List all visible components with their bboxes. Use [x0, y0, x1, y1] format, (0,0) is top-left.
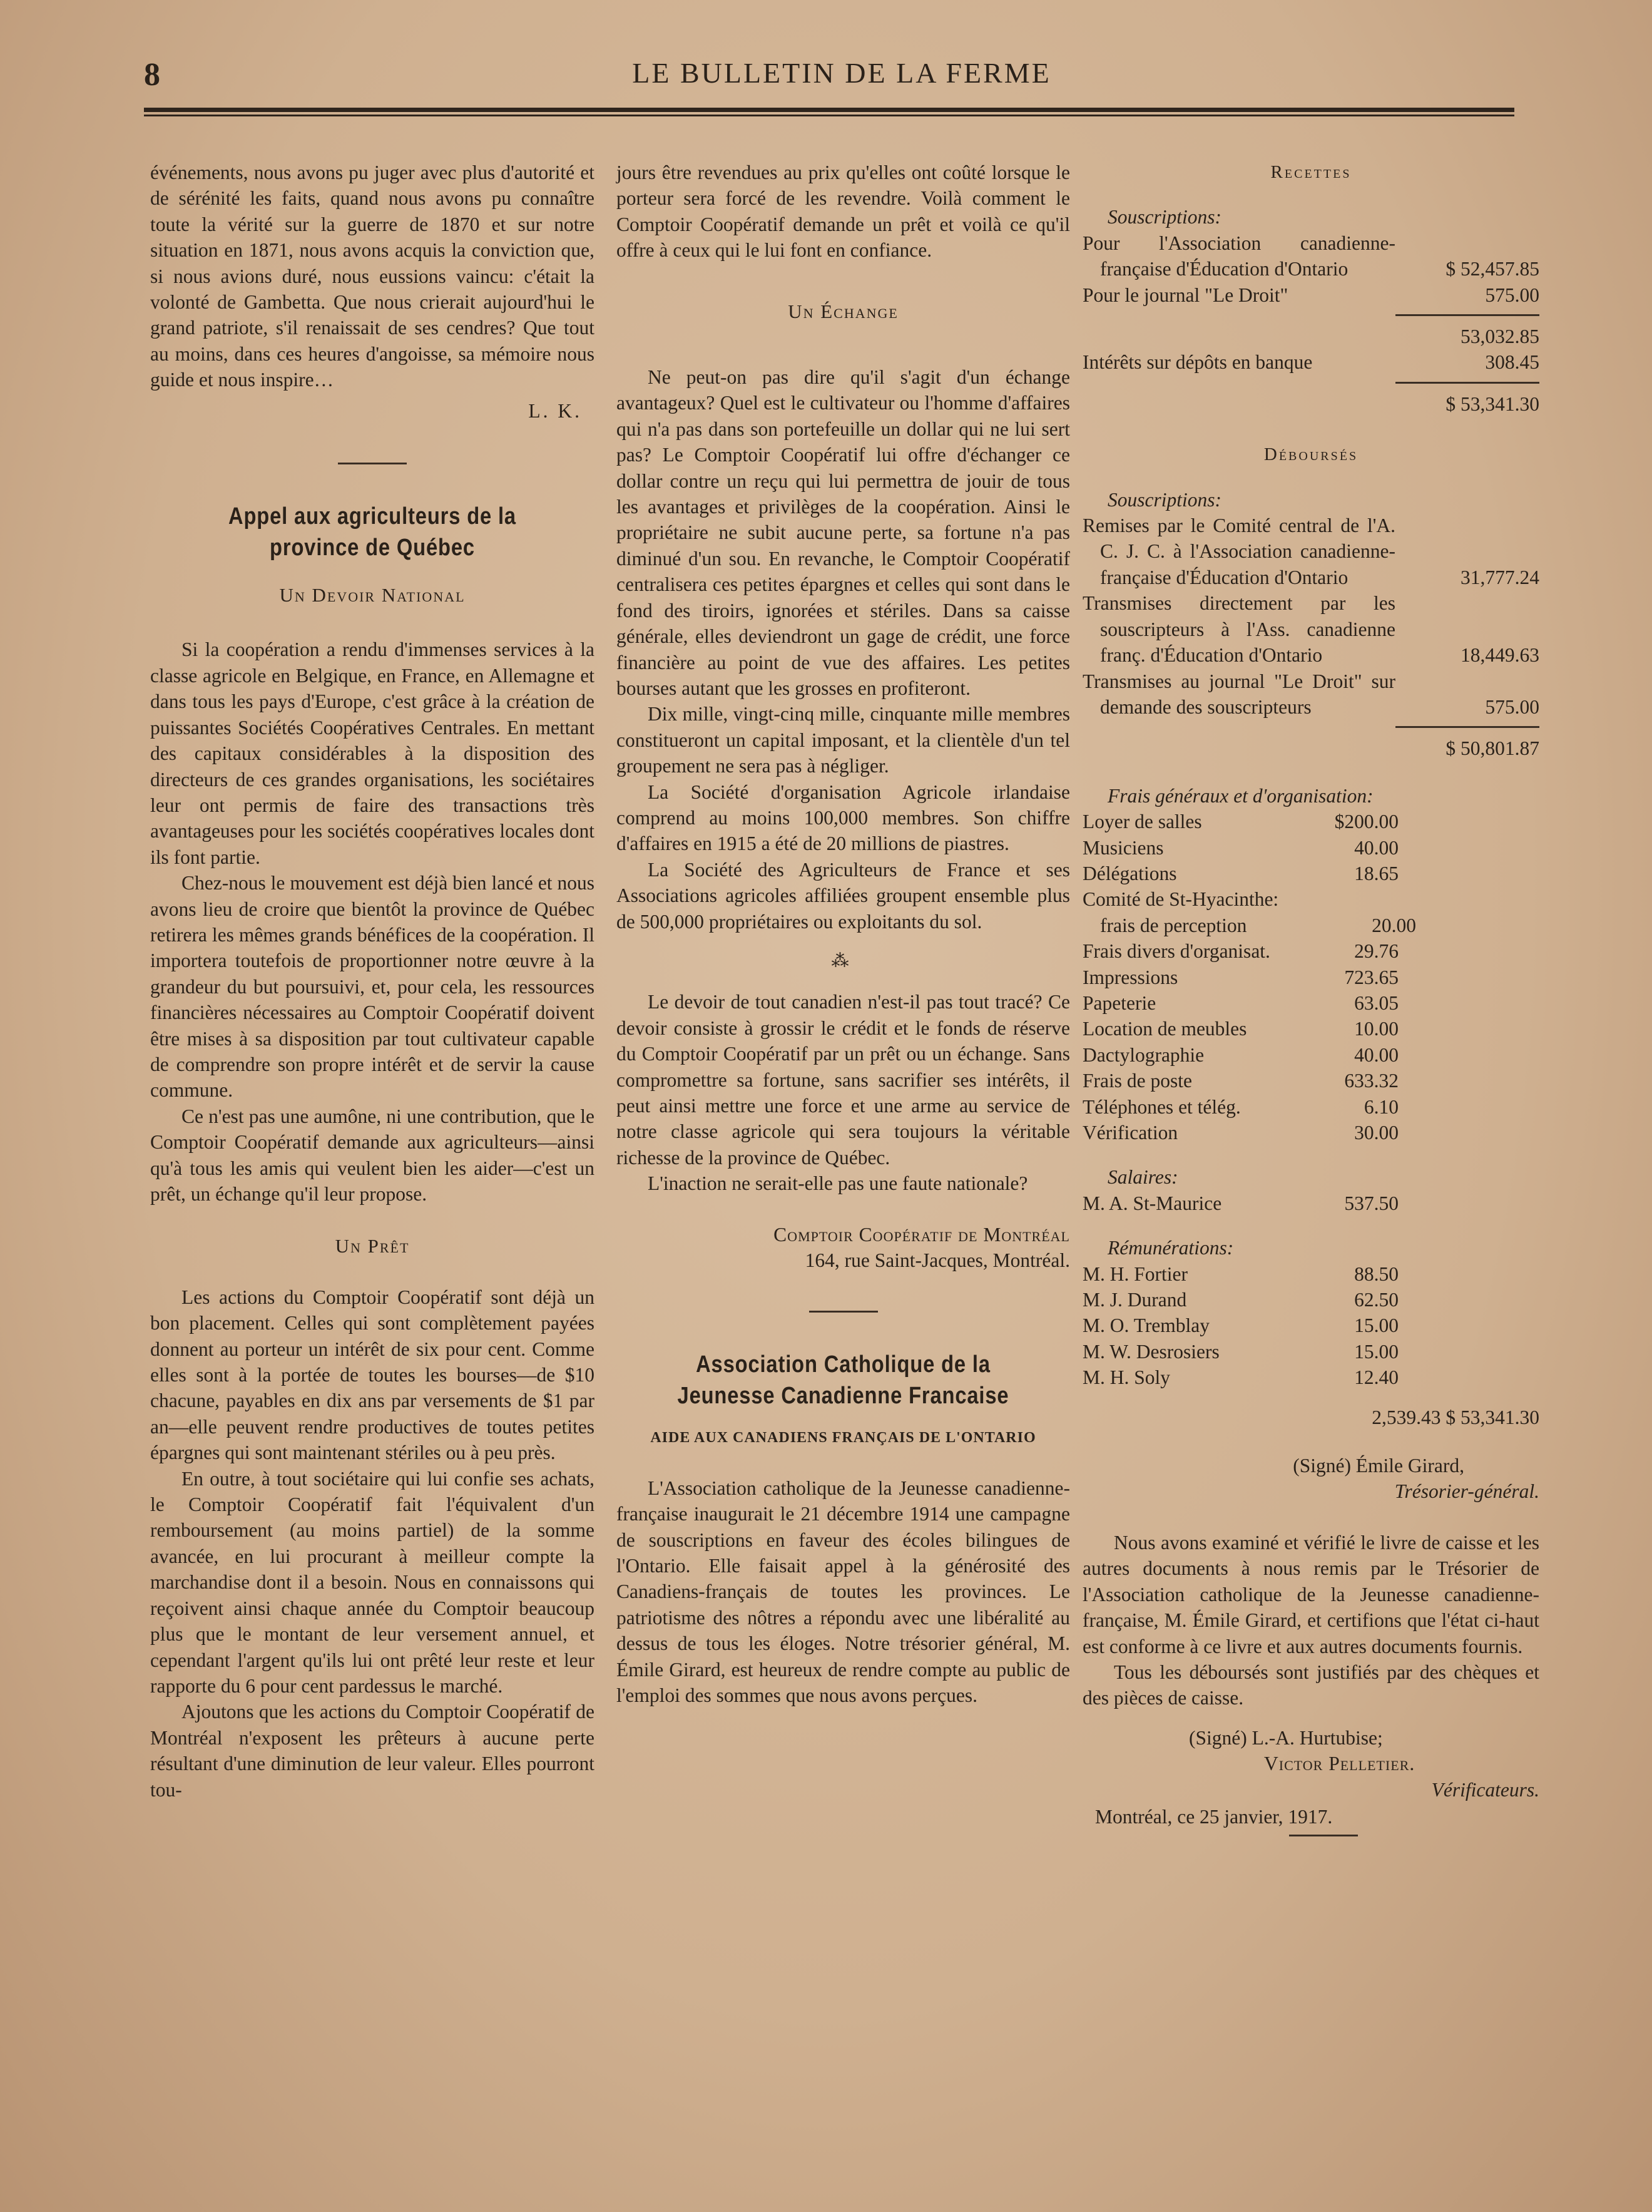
subheading-devoir-national: Un Devoir National: [279, 584, 466, 607]
debourses-heading: Déboursés: [1263, 444, 1359, 465]
expense-row: Téléphones et télég. 6.10: [1083, 1095, 1399, 1118]
disbursement-amount: 18,449.63: [1461, 644, 1539, 667]
subheading-un-echange: Un Échange: [788, 300, 899, 322]
remuneration-row: M. H. Fortier 88.50: [1083, 1262, 1399, 1285]
paragraph: Les actions du Comptoir Coopératif sont déjà un bon placement. Celles qui sont complètement payées donnent au porteur un intérêt de six pour cent. Comme elles sont à la portée de toutes les bourses—de $10 chacune, payables en dix ans par versements de $1 par an—elle peuvent rendre productives de toutes petites épargnes qui sont maintenant stériles ou à peu près.: [150, 1286, 594, 1464]
paragraph: Le devoir de tout canadien n'est-il pas tout tracé? Ce devoir consiste à grossir le crédit et le fonds de réserve du Comptoir Coopératif par un prêt ou un échange. Sans compromettre sa fortune, sans sacrifier ses intérêts, il peut ainsi mettre une force et une arme au service de notre classe agricole qui sera toujours la véritable richesse de la province de Québec.: [616, 991, 1070, 1169]
expense-row: Comité de St-Hyacinthe:: [1083, 888, 1279, 911]
verification-paragraph: Tous les déboursés sont justifiés par des chèques et des pièces de caisse.: [1083, 1661, 1539, 1709]
total-recettes: $ 53,341.30: [1446, 392, 1539, 415]
total-souscriptions: $ 50,801.87: [1446, 737, 1539, 760]
auditor-signature-2: Victor Pelletier.: [1264, 1753, 1415, 1775]
receipt-amount: 575.00: [1485, 284, 1539, 306]
expense-row: Papeterie 63.05: [1083, 991, 1399, 1014]
frais-label: Frais généraux et d'organisation:: [1108, 784, 1374, 807]
expenses-list: [1083, 809, 1539, 1145]
receipt-row: [1083, 282, 1539, 308]
paragraph: La Société des Agriculteurs de France et ses Associations agricoles affiliées groupent ensemble plus de 500,000 propriétaires ou exploitants du sol.: [616, 858, 1070, 933]
section-separator: [338, 463, 407, 464]
remuneration-row: M. H. Soly 12.40: [1083, 1366, 1399, 1389]
remuneration-row: M. J. Durand 62.50: [1083, 1289, 1399, 1311]
salaires-label: Salaires:: [1108, 1166, 1178, 1189]
intro-paragraph: événements, nous avons pu juger avec plus d'autorité et de sérénité les faits, quand nous avons pu connaître toute la vérité sur la guerre de 1870 et sur notre situation en 1871, nous avons acquis la conviction que, si nous avions duré, nous eussions vaincu: c'était la volonté de Gambetta. Que nous crierait aujourd'hui le grand patriote, s'il renaissait de ses cendres? Que tout au moins, dans ces heures d'angoisse, sa mémoire nous guide et nous inspire…: [150, 161, 594, 391]
disbursement-row: [1083, 590, 1539, 668]
receipt-label: Pour le journal "Le Droit": [1083, 284, 1288, 306]
expense-row: Loyer de salles $200.00: [1083, 811, 1399, 833]
sum-rule: [1395, 382, 1539, 384]
receipt-amount: $ 52,457.85: [1446, 258, 1539, 280]
disbursement-amount: 31,777.24: [1461, 566, 1539, 588]
receipt-row: [1083, 230, 1539, 282]
signoff-organization: Comptoir Coopératif de Montréal: [773, 1223, 1070, 1246]
running-head: [144, 56, 1539, 100]
recettes-heading: Recettes: [1270, 162, 1352, 182]
treasurer-role: Trésorier-général.: [1394, 1480, 1539, 1503]
sum-rule: [1395, 314, 1539, 316]
disbursement-label: Transmises directement par les souscripteurs à l'Ass. canadienne franç. d'Éducation d'Ontario: [1083, 592, 1395, 667]
paragraph: Si la coopération a rendu d'immenses services à la classe agricole en Belgique, en France, en Allemagne et dans tous les pays d'Europe, c'est grâce à la création de puissantes Sociétés Coopératives Centrales. En mettant des capitaux considérables à la disposition des directeurs de ces grandes organisations, les sociétaires leur ont permis de faire des transactions très avantageuses pour les sociétés coopératives locales dont ils font partie.: [150, 638, 594, 868]
expense-row: Musiciens 40.00: [1083, 836, 1399, 859]
article-title-appel: Appel aux agriculteurs de la province de Québec: [228, 503, 516, 561]
asterism-separator: ⁂: [831, 951, 855, 971]
subheading-un-pret: Un Prêt: [335, 1235, 410, 1257]
total-row: [1083, 391, 1539, 417]
disbursement-row: [1083, 668, 1539, 720]
signoff-address: 164, rue Saint-Jacques, Montréal.: [805, 1249, 1070, 1272]
paragraph: Ajoutons que les actions du Comptoir Coopératif de Montréal n'exposent les prêteurs à aucune perte résultant d'une diminution de leur valeur. Elles pourront tou-: [150, 1701, 594, 1801]
paragraph: Ce n'est pas une aumône, ni une contribution, que le Comptoir Coopératif demande aux agriculteurs—ainsi qu'à tous les amis qui veulent bien les aider—c'est un prêt, un échange qu'il leur propose.: [150, 1105, 594, 1205]
disbursement-label: Transmises au journal "Le Droit" sur demande des souscripteurs: [1083, 670, 1395, 718]
page-number: 8: [144, 57, 160, 93]
disbursement-amount: 575.00: [1485, 695, 1539, 718]
remuneration-row: M. W. Desrosiers 15.00: [1083, 1340, 1399, 1363]
subtotal-row: [1083, 324, 1539, 349]
souscriptions-label: Souscriptions:: [1108, 206, 1222, 228]
section-separator: [809, 1311, 878, 1313]
expense-row: frais de perception 20.00: [1100, 914, 1416, 936]
expense-row: Délégations 18.65: [1083, 862, 1399, 884]
subtotal-amount: 53,032.85: [1461, 325, 1539, 348]
salary-row: M. A. St-Maurice 537.50: [1083, 1192, 1399, 1214]
treasurer-signature: (Signé) Émile Girard,: [1293, 1455, 1464, 1477]
disbursement-row: [1083, 513, 1539, 590]
paragraph: Ne peut-on pas dire qu'il s'agit d'un échange avantageux? Quel est le cultivateur ou l'homme d'affaires qui n'a pas dans son portefeuille un dollar qui ne lui sert pas? Le Comptoir Coopératif lui offre d'échanger ce dollar contre un reçu qui lui permettra de jouir de tous les avantages et privilèges de la coopération. Ainsi le propriétaire ne subit aucune perte, sa fortune n'a pas diminué d'un sou. En revanche, le Comptoir Coopératif centralisera ces petites épargnes et celles qui sont dans le fond des tiroirs, ignorées et stériles. Dans sa caisse générale, elles deviendront un gage de crédit, une force financière au point de vue des affaires. Les petites bourses autant que les grosses en profiteront.: [616, 366, 1070, 699]
expense-row: Dactylographie 40.00: [1083, 1043, 1399, 1066]
remuneration-row: M. O. Tremblay 15.00: [1083, 1314, 1399, 1337]
column-3-financial-statement: [1083, 160, 1539, 1836]
expense-row: Location de meubles 10.00: [1083, 1018, 1399, 1040]
paragraph: En outre, à tout sociétaire qui lui confie ses achats, le Comptoir Coopératif fait l'équivalent d'un remboursement (au moins partiel) de la somme avancée, en lui procurant à meilleur compte la marchandise dont il a besoin. Nous en connaissons qui reçoivent ainsi chaque année du Comptoir beaucoup plus que le montant de leur versement annuel, et cependant l'argent qu'ils lui ont prêté leur reste et leur rapporte du 6 pour cent pardessus le marché.: [150, 1467, 594, 1697]
auditors-role: Vérificateurs.: [1431, 1778, 1539, 1801]
remunerations-label: Rémunérations:: [1108, 1237, 1234, 1259]
place-date: Montréal, ce 25 janvier, 1917.: [1095, 1805, 1333, 1828]
receipt-row: [1083, 349, 1539, 375]
column-2: [616, 160, 1070, 1709]
auditor-signature-1: (Signé) L.-A. Hurtubise;: [1189, 1726, 1383, 1749]
total-row: [1083, 735, 1539, 761]
verification-paragraph: Nous avons examiné et vérifié le livre de caisse et les autres documents à nous remis par le Trésorier de l'Association catholique de la Jeunesse canadienne-française, M. Émile Girard, et certifions que l'état ci-haut est conforme à ce livre et aux autres documents fournis.: [1083, 1531, 1539, 1657]
publication-title: LE BULLETIN DE LA FERME: [632, 57, 1051, 89]
signoff-block: [616, 1222, 1070, 1274]
paragraph: Chez-nous le mouvement est déjà bien lancé et nous avons lieu de croire que bientôt la province de Québec retirera les mêmes grands bénéfices de la coopération. Il importera toutefois de proportionner notre œuvre à la grandeur du but poursuivi, et, pour cela, les ressources financières nécessaires au Comptoir Coopératif doivent être mises à sa disposition par tout cultivateur capable de comprendre son propre intérêt et de servir la cause commune.: [150, 872, 594, 1102]
paragraph: L'inaction ne serait-elle pas une faute nationale?: [648, 1172, 1028, 1195]
sum-rule: [1395, 726, 1539, 728]
expense-row: Vérification 30.00: [1083, 1122, 1399, 1144]
article-subtitle-aide: AIDE AUX CANADIENS FRANÇAIS DE L'ONTARIO: [650, 1430, 1036, 1447]
paragraph: La Société d'organisation Agricole irlandaise comprend au moins 100,000 membres. Son chiffre d'affaires en 1915 a été de 20 millions de piastres.: [616, 781, 1070, 855]
end-rule: [1289, 1835, 1358, 1836]
disbursement-label: Remises par le Comité central de l'A. C. J. C. à l'Association canadienne-française d'Éducation d'Ontario: [1083, 515, 1395, 588]
header-rule-thin: [144, 115, 1514, 116]
article-title-acjc: Association Catholique de la Jeunesse Canadienne Francaise: [677, 1351, 1009, 1410]
souscriptions-label: Souscriptions:: [1108, 488, 1222, 511]
expense-row: Frais divers d'organisat. 29.76: [1083, 940, 1399, 963]
paragraph: L'Association catholique de la Jeunesse canadienne-française inaugurait le 21 décembre 1914 une campagne de souscriptions en faveur des écoles bilingues de l'Ontario. Elle faisait appel à la générosité des Canadiens-français de toutes les provinces. Le patriotisme des nôtres a répondu avec une libéralité au dessus de tous les éloges. Notre trésorier général, M. Émile Girard, est heureux de rendre compte au public de l'emploi des sommes que nous avons perçues.: [616, 1477, 1070, 1707]
intro-signature: L. K.: [528, 399, 582, 422]
receipt-label: Pour l'Association canadienne-française d'Éducation d'Ontario: [1083, 232, 1395, 280]
column-1: [150, 160, 594, 1803]
grand-total-line: 2,539.43 $ 53,341.30: [1372, 1406, 1539, 1428]
expense-row: Frais de poste 633.32: [1083, 1070, 1399, 1092]
header-rule: [144, 108, 1514, 112]
paragraph: jours être revendues au prix qu'elles ont coûté lorsque le porteur sera forcé de les revendre. Voilà comment le Comptoir Coopératif demande un prêt et voilà ce qu'il offre à ceux qui le lui font en confiance.: [616, 161, 1070, 262]
receipt-label: Intérêts sur dépôts en banque: [1083, 351, 1313, 374]
receipt-amount: 308.45: [1485, 351, 1539, 374]
expense-row: Impressions 723.65: [1083, 966, 1399, 988]
paragraph: Dix mille, vingt-cinq mille, cinquante mille membres constitueront un capital imposant, et la clientèle d'un tel groupement ne sera pas à négliger.: [616, 703, 1070, 777]
